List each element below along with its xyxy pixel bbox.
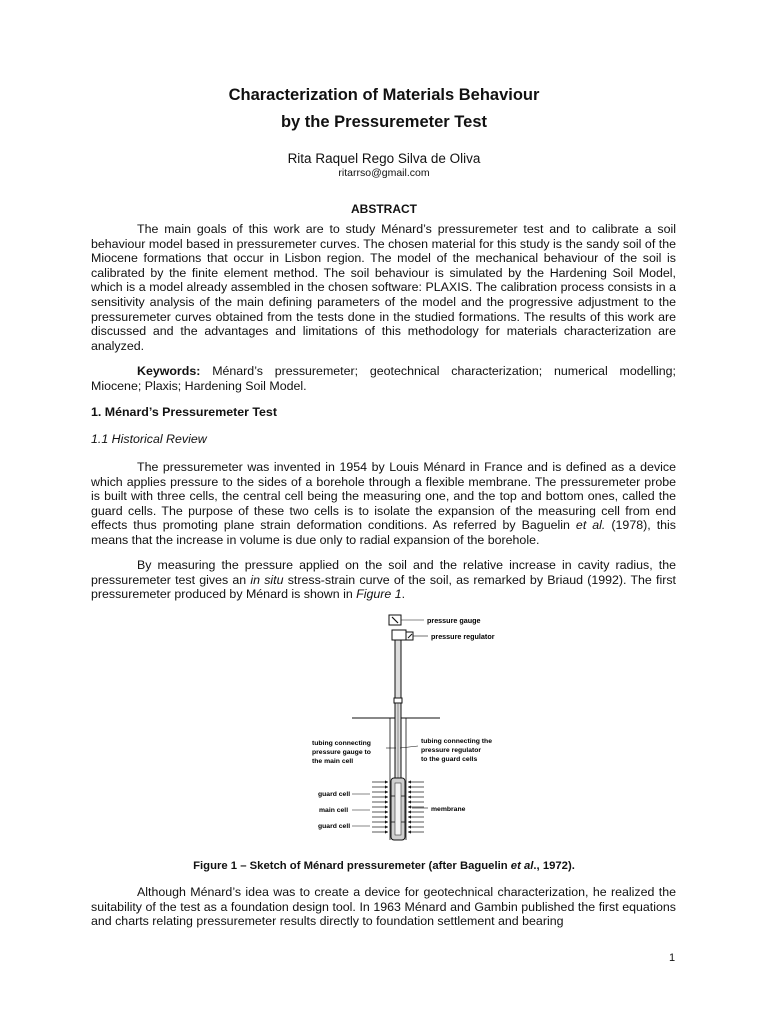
pressure-arrow-head xyxy=(385,820,388,823)
page-number: 1 xyxy=(669,952,676,964)
para1-text-b: (1978), this means that the increase in volume is due only to radial expansion of the borehole. xyxy=(91,518,676,547)
paragraph-historical-1 xyxy=(91,460,676,548)
label-membrane: membrane xyxy=(431,806,466,813)
pressure-arrow-head xyxy=(408,830,411,833)
author-name: Rita Raquel Rego Silva de Oliva xyxy=(287,151,481,166)
author-email: ritarrso@gmail.com xyxy=(338,167,430,179)
pressure-arrow-head xyxy=(408,820,411,823)
pressure-arrow-head xyxy=(408,815,411,818)
pressure-arrow-head xyxy=(408,810,411,813)
para1-text-a: The pressuremeter was invented in 1954 by Louis Ménard in France and is defined as a device which applies pressure to the sides of a borehole through a flexible membrane. The pressuremeter probe is built with three cells, the central cell being the measuring one, and the top and bottom ones, called the guard cells. The purpose of these two cells is to isolate the expansion of the measuring cell from end effects thus promoting plane strain deformation conditions. As referred by Baguelin xyxy=(91,460,676,533)
subsection-1-1-heading: 1.1 Historical Review xyxy=(91,432,207,446)
pressure-arrow-head xyxy=(385,825,388,828)
label-guard-cell-bottom: guard cell xyxy=(318,823,351,830)
label-tubing-left-2: pressure gauge to xyxy=(312,749,371,756)
para1-etal: et al. xyxy=(575,518,606,533)
caption-etal: et al xyxy=(510,860,534,872)
pressure-arrow-head xyxy=(408,825,411,828)
figure-1-caption xyxy=(0,860,768,872)
pressure-arrow-head xyxy=(408,800,411,803)
paragraph-after-figure: Although Ménard’s idea was to create a device for geotechnical characterization, he realized the suitability of the test as a foundation design tool. In 1963 Ménard and Gambin published the first equations and charts relating pressuremeter results directly to foundation settlement and bearing xyxy=(91,885,676,929)
pressuremeter-figure xyxy=(300,608,530,844)
title-line-1: Characterization of Materials Behaviour xyxy=(228,86,540,104)
pressure-arrow-head xyxy=(408,795,411,798)
caption-text-b: ., 1972). xyxy=(533,860,575,872)
pressure-arrow-head xyxy=(385,815,388,818)
label-main-cell: main cell xyxy=(319,807,349,814)
abstract-heading: ABSTRACT xyxy=(351,202,417,216)
pressure-arrow-head xyxy=(385,805,388,808)
pressure-arrow-head xyxy=(385,795,388,798)
para2-text-c: . xyxy=(401,587,406,602)
label-tubing-right-2: pressure regulator xyxy=(421,747,482,754)
keywords-paragraph xyxy=(91,364,676,393)
para2-insitu: in situ xyxy=(250,572,284,587)
abstract-text: The main goals of this work are to study Ménard’s pressuremeter test and to calibrate a soil behaviour model based in pressuremeter curves. The chosen material for this study is the sandy soil of the Miocene formations that occur in Lisbon region. The model of the mechanical behaviour of the soil is calibrated by the finite element method. The soil behaviour is simulated by the Hardening Soil Model, which is a model already assembled in the chosen software: PLAXIS. The calibration process consists in a sensitivity analysis of the main defining parameters of the model and the progressive adjustment to the pressuremeter curves obtained from the tests done in the studied formations. The results of this work are discussed and the advantages and limitations of this methodology for materials characterization are analyzed. xyxy=(91,222,676,353)
pressure-arrow-head xyxy=(385,785,388,788)
pressure-arrow-head xyxy=(385,790,388,793)
label-tubing-left-1: tubing connecting xyxy=(312,740,371,747)
keywords-label: Keywords: xyxy=(137,364,201,378)
label-guard-cell-top: guard cell xyxy=(318,791,351,798)
label-pressure-regulator: pressure regulator xyxy=(431,632,495,641)
para2-text-a: By measuring the pressure applied on the soil and the relative increase in cavity radius, the pressuremeter test gives an xyxy=(91,558,676,587)
rod-upper xyxy=(395,640,401,698)
para2-text-b: stress-strain curve of the soil, as remarked by Briaud (1992). The first pressuremeter produced by Ménard is shown in xyxy=(91,572,676,602)
pressure-arrow-head xyxy=(385,810,388,813)
label-tubing-right-1: tubing connecting the xyxy=(421,738,492,745)
pressure-arrow-head xyxy=(408,780,411,783)
title-line-2: by the Pressuremeter Test xyxy=(280,113,488,131)
pressure-arrow-head xyxy=(385,780,388,783)
paragraph-historical-2 xyxy=(91,558,676,602)
pressure-arrow-head xyxy=(385,800,388,803)
pressure-arrow-head xyxy=(408,785,411,788)
label-pressure-gauge: pressure gauge xyxy=(427,616,481,625)
label-tubing-left-3: the main cell xyxy=(312,758,354,765)
pressure-arrow-head xyxy=(385,830,388,833)
figure-1-reference: Figure 1 xyxy=(356,587,402,602)
section-1-heading: 1. Ménard’s Pressuremeter Test xyxy=(91,405,277,419)
caption-text-a: Figure 1 – Sketch of Ménard pressuremeter (after Baguelin xyxy=(193,860,511,872)
pressure-arrow-head xyxy=(408,790,411,793)
pressure-regulator-box xyxy=(392,630,406,640)
pressure-arrow-head xyxy=(408,805,411,808)
label-tubing-right-3: to the guard cells xyxy=(421,756,478,763)
keywords-text: Ménard’s pressuremeter; geotechnical characterization; numerical modelling; Miocene; Plaxis; Hardening Soil Model. xyxy=(91,364,676,393)
